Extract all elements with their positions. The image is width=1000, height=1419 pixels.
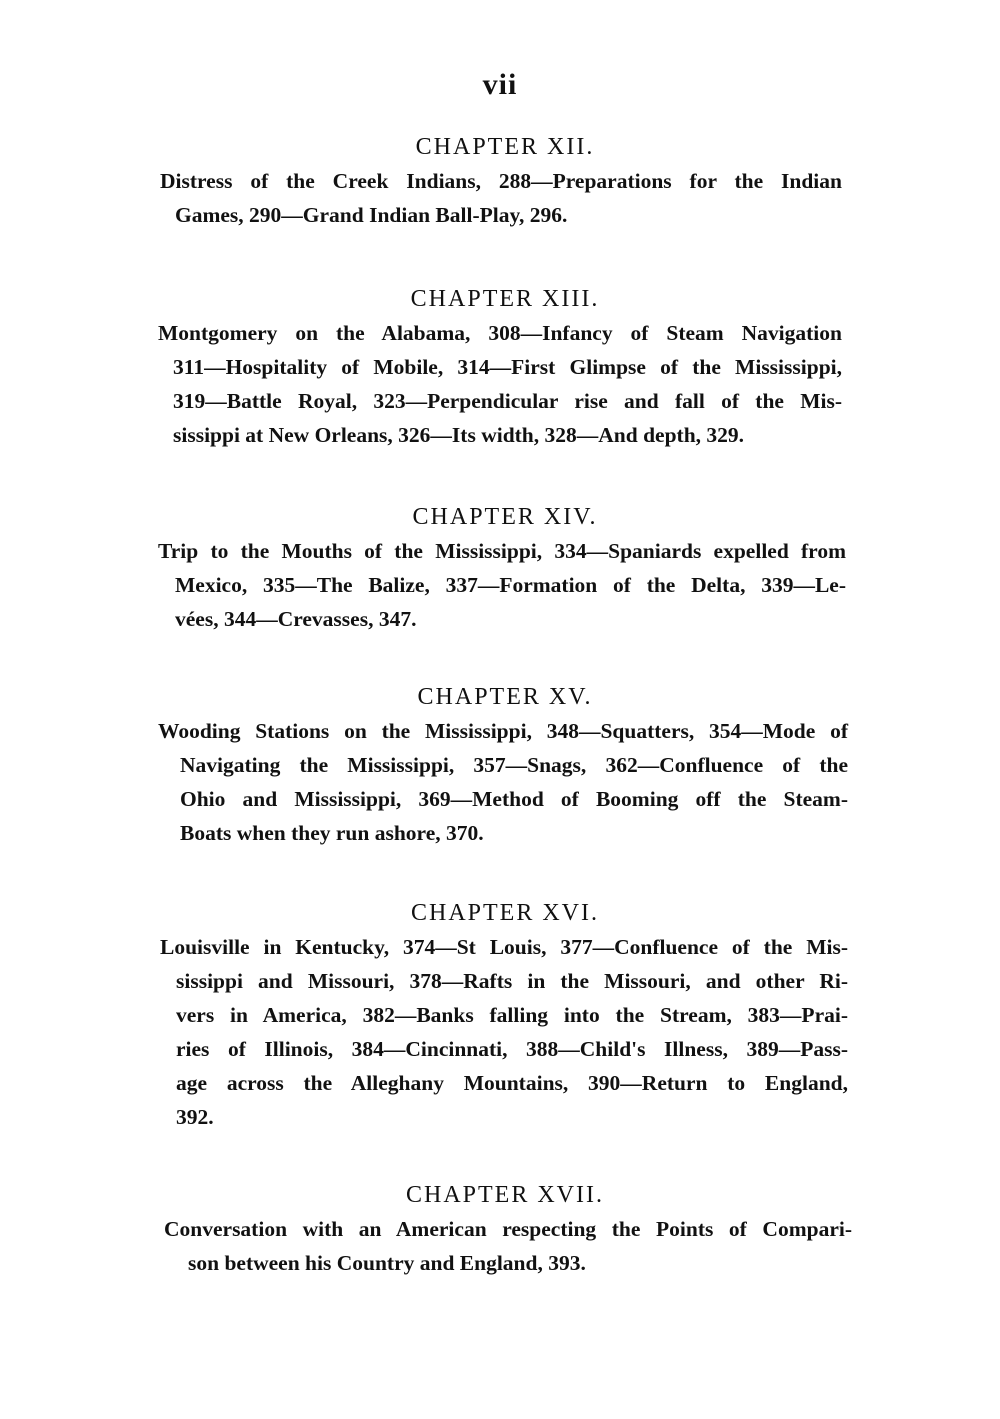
chapter-heading: CHAPTER XVI. xyxy=(410,900,599,926)
chapter-line: Distress of the Creek Indians, 288—Preparations for the Indian xyxy=(160,169,842,193)
chapter-heading: CHAPTER XV. xyxy=(417,684,593,710)
chapter-line: Ohio and Mississippi, 369—Method of Booming off the Steam- xyxy=(180,787,848,811)
chapter-line: sissippi and Missouri, 378—Rafts in the Missouri, and other Ri- xyxy=(176,969,848,993)
chapter-line: Trip to the Mouths of the Mississippi, 334—Spaniards expelled from xyxy=(158,539,846,563)
chapter-line: 311—Hospitality of Mobile, 314—First Glimpse of the Mississippi, xyxy=(173,355,842,379)
chapter-heading: CHAPTER XVII. xyxy=(406,1182,604,1208)
chapter-line: age across the Alleghany Mountains, 390—Return to England, xyxy=(176,1071,848,1095)
chapter-heading: CHAPTER XIV. xyxy=(412,504,598,530)
chapter-line: Mexico, 335—The Balize, 337—Formation of the Delta, 339—Le- xyxy=(175,573,846,597)
chapter-xiv xyxy=(0,500,1000,631)
chapter-line: son between his Country and England, 393. xyxy=(188,1251,586,1275)
chapter-line: vées, 344—Crevasses, 347. xyxy=(175,607,417,631)
chapter-line: ries of Illinois, 384—Cincinnati, 388—Child's Illness, 389—Pass- xyxy=(176,1037,848,1061)
page-number: vii xyxy=(482,68,518,101)
chapter-line: Wooding Stations on the Mississippi, 348—Squatters, 354—Mode of xyxy=(158,719,848,743)
chapter-line: vers in America, 382—Banks falling into the Stream, 383—Prai- xyxy=(176,1003,848,1027)
chapter-line: 392. xyxy=(176,1105,214,1129)
chapter-line: Games, 290—Grand Indian Ball-Play, 296. xyxy=(175,203,568,227)
chapter-line: Montgomery on the Alabama, 308—Infancy of Steam Navigation xyxy=(158,321,842,345)
chapter-line: Louisville in Kentucky, 374—St Louis, 377—Confluence of the Mis- xyxy=(160,935,848,959)
chapter-heading: CHAPTER XII. xyxy=(415,134,595,160)
chapter-xv xyxy=(0,680,1000,845)
chapter-xiii xyxy=(0,282,1000,447)
chapter-heading: CHAPTER XIII. xyxy=(410,286,600,312)
chapter-xii xyxy=(0,130,1000,227)
chapter-line: Boats when they run ashore, 370. xyxy=(180,821,484,845)
chapter-xvi xyxy=(0,896,1000,1129)
chapter-line: Conversation with an American respecting the Points of Compari- xyxy=(164,1217,852,1241)
chapter-xvii xyxy=(0,1178,1000,1275)
chapter-line: Navigating the Mississippi, 357—Snags, 362—Confluence of the xyxy=(180,753,848,777)
chapter-line: 319—Battle Royal, 323—Perpendicular rise and fall of the Mis- xyxy=(173,389,842,413)
chapter-line: sissippi at New Orleans, 326—Its width, 328—And depth, 329. xyxy=(173,423,745,447)
